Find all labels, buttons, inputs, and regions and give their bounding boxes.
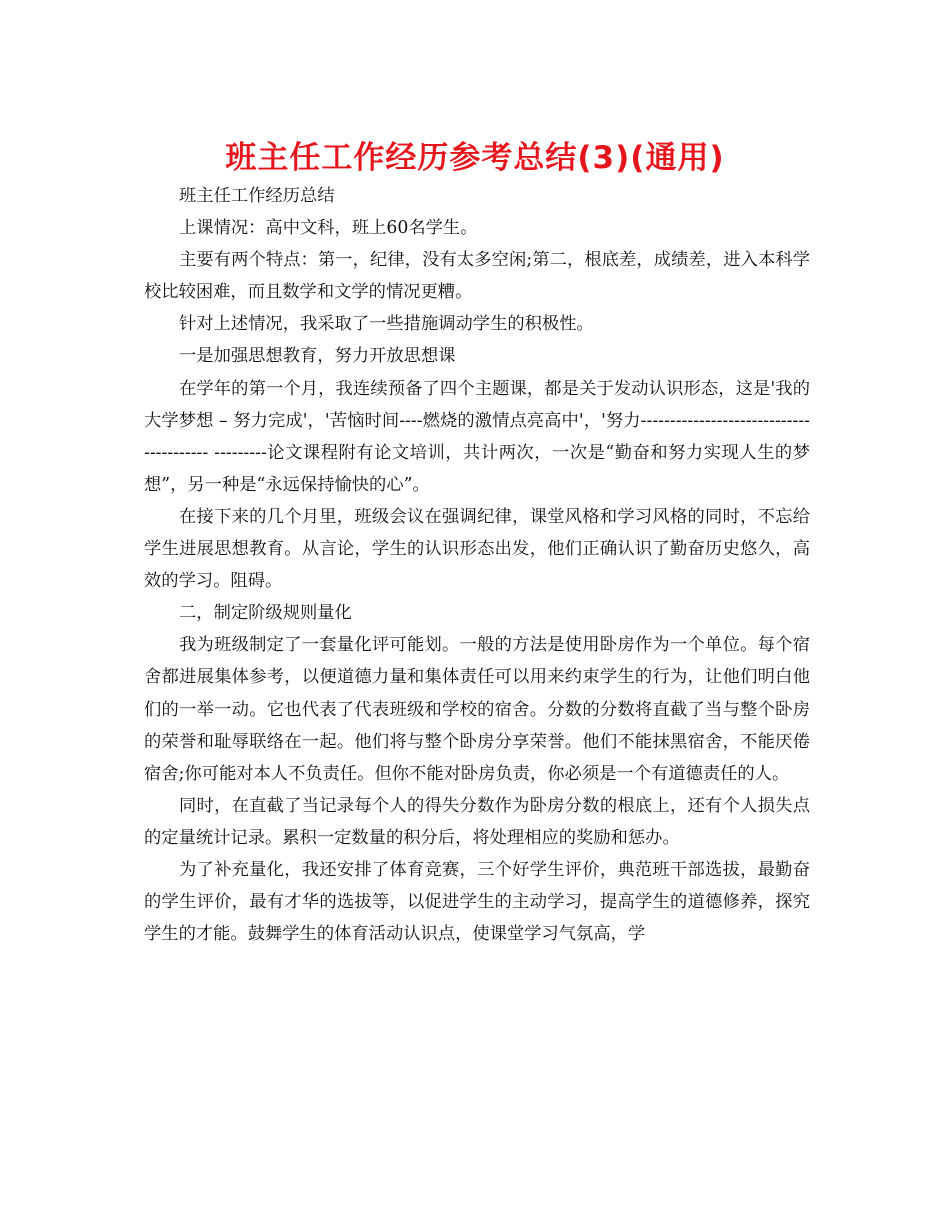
document-body (144, 180, 810, 950)
paragraph-competitions: 为了补充量化，我还安排了体育竞赛，三个好学生评价，典范班干部选拔，最勤奋的学生评价，最有才华的选拔等，以促进学生的主动学习，提高学生的道德修养，探究学生的才能。鼓舞学生的体育活动认识点，使课堂学习气氛高，学 (144, 859, 810, 945)
paragraph-class-meetings: 在接下来的几个月里，班级会议在强调纪律，课堂风格和学习风格的同时，不忘给学生进展思想教育。从言论，学生的认识形态出发，他们正确认识了勤奋历史悠久，高效的学习。阻碍。 (144, 506, 810, 592)
paragraph-characteristics: 主要有两个特点：第一，纪律，没有太多空闲;第二，根底差，成绩差，进入本科学校比较困难，而且数学和文学的情况更糟。 (144, 250, 810, 303)
paragraph-individual-records: 同时，在直截了当记录每个人的得失分数作为卧房分数的根底上，还有个人损失点的定量统计记录。累积一定数量的积分后，将处理相应的奖励和惩办。 (144, 795, 810, 848)
section-heading-ideology: 一是加强思想教育，努力开放思想课 (179, 346, 456, 367)
document-title: 班主任工作经历参考总结(3)(通用) (225, 140, 725, 176)
paragraph-theme-classes: 在学年的第一个月，我连续预备了四个主题课，都是关于发动认识形态，这是'我的大学梦想 – 努力完成'，'苦恼时间----燃烧的激情点亮高中'，'努力---------------------------------------- ---------论文课程附有论文培训，共计两次，一次是“勤奋和努力实现人生的梦想”，另一种是“永远保持愉快的心”。 (144, 378, 810, 495)
paragraph-class-info: 上课情况：高中文科，班上60名学生。 (179, 218, 478, 239)
section-heading-rules: 二，制定阶级规则量化 (179, 603, 352, 624)
paragraph-measures-intro: 针对上述情况，我采取了一些措施调动学生的积极性。 (179, 314, 594, 335)
paragraph-dorm-scoring: 我为班级制定了一套量化评可能划。一般的方法是使用卧房作为一个单位。每个宿舍都进展集体参考，以便道德力量和集体责任可以用来约束学生的行为，让他们明白他们的一举一动。它也代表了代表班级和学校的宿舍。分数的分数将直截了当与整个卧房的荣誉和耻辱联络在一起。他们将与整个卧房分享荣誉。他们不能抹黑宿舍，不能厌倦宿舍;你可能对本人不负责任。但你不能对卧房负责，你必须是一个有道德责任的人。 (144, 635, 810, 784)
paragraph-subtitle: 班主任工作经历总结 (179, 186, 335, 206)
